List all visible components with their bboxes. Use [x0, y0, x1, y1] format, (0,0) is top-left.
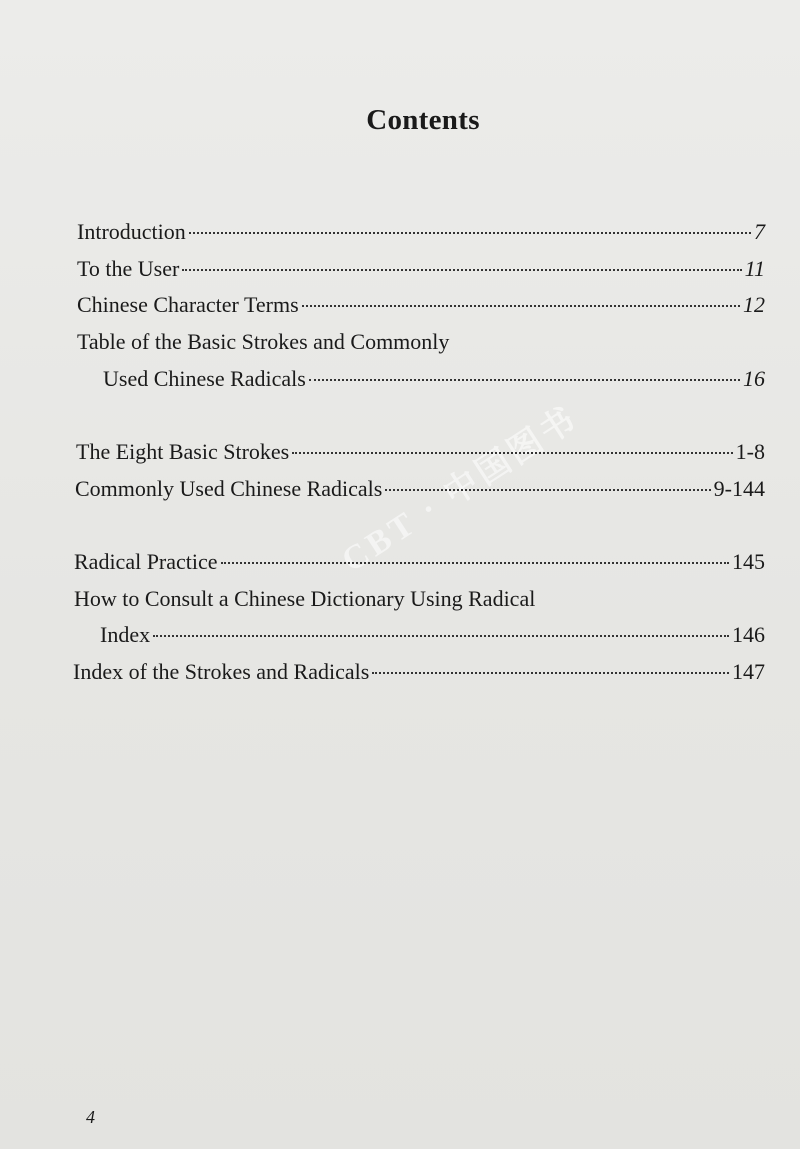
dot-leader	[309, 379, 740, 381]
toc-entry-label-line1: Table of the Basic Strokes and Commonly	[77, 329, 450, 354]
toc-entry-label: Index	[100, 622, 151, 647]
toc-entry-page: 16	[743, 366, 765, 391]
toc-entry-page: 7	[754, 219, 765, 244]
toc-entry-label: Commonly Used Chinese Radicals	[75, 476, 383, 501]
dot-leader	[182, 269, 741, 271]
toc-entry-radical-practice[interactable]	[74, 547, 765, 577]
toc-entry-page: 1-8	[735, 439, 765, 464]
toc-entry-label: To the User	[77, 256, 180, 281]
toc-entry-label: The Eight Basic Strokes	[76, 439, 290, 464]
toc-entry-commonly-used-radicals[interactable]	[75, 474, 765, 504]
dot-leader	[221, 562, 729, 564]
toc-entry-label: Introduction	[77, 219, 186, 244]
toc-entry-eight-basic-strokes[interactable]	[76, 437, 765, 467]
dot-leader	[189, 232, 751, 234]
watermark-logo: CBT · 中国图书	[335, 399, 586, 580]
page-number: 4	[86, 1107, 95, 1127]
toc-entry-label-line1: How to Consult a Chinese Dictionary Using Radical	[74, 586, 536, 611]
toc-entry-introduction[interactable]	[77, 217, 765, 247]
toc-entry-label: Index of the Strokes and Radicals	[73, 659, 370, 684]
toc-entry-basic-strokes-table[interactable]	[103, 364, 765, 394]
toc-entry-label: Used Chinese Radicals	[103, 366, 306, 391]
toc-entry-label: Chinese Character Terms	[77, 292, 299, 317]
toc-entry-page: 146	[732, 622, 765, 647]
toc-entry-page: 147	[732, 659, 765, 684]
toc-entry-label: Radical Practice	[74, 549, 218, 574]
dot-leader	[372, 672, 729, 674]
toc-entry-consult-dictionary[interactable]	[100, 620, 765, 650]
toc-entry-page: 9-144	[713, 476, 765, 501]
dot-leader	[292, 452, 732, 454]
toc-entry-page: 145	[732, 549, 765, 574]
page-title: Contents	[366, 104, 480, 136]
toc-entry-page: 11	[744, 256, 765, 281]
dot-leader	[153, 635, 729, 637]
dot-leader	[385, 489, 710, 491]
dot-leader	[302, 305, 740, 307]
toc-entry-to-the-user[interactable]	[77, 254, 765, 284]
toc-entry-index-strokes-radicals[interactable]	[73, 657, 765, 687]
toc-entry-chinese-character-terms[interactable]	[77, 290, 765, 320]
toc-entry-page: 12	[743, 292, 765, 317]
